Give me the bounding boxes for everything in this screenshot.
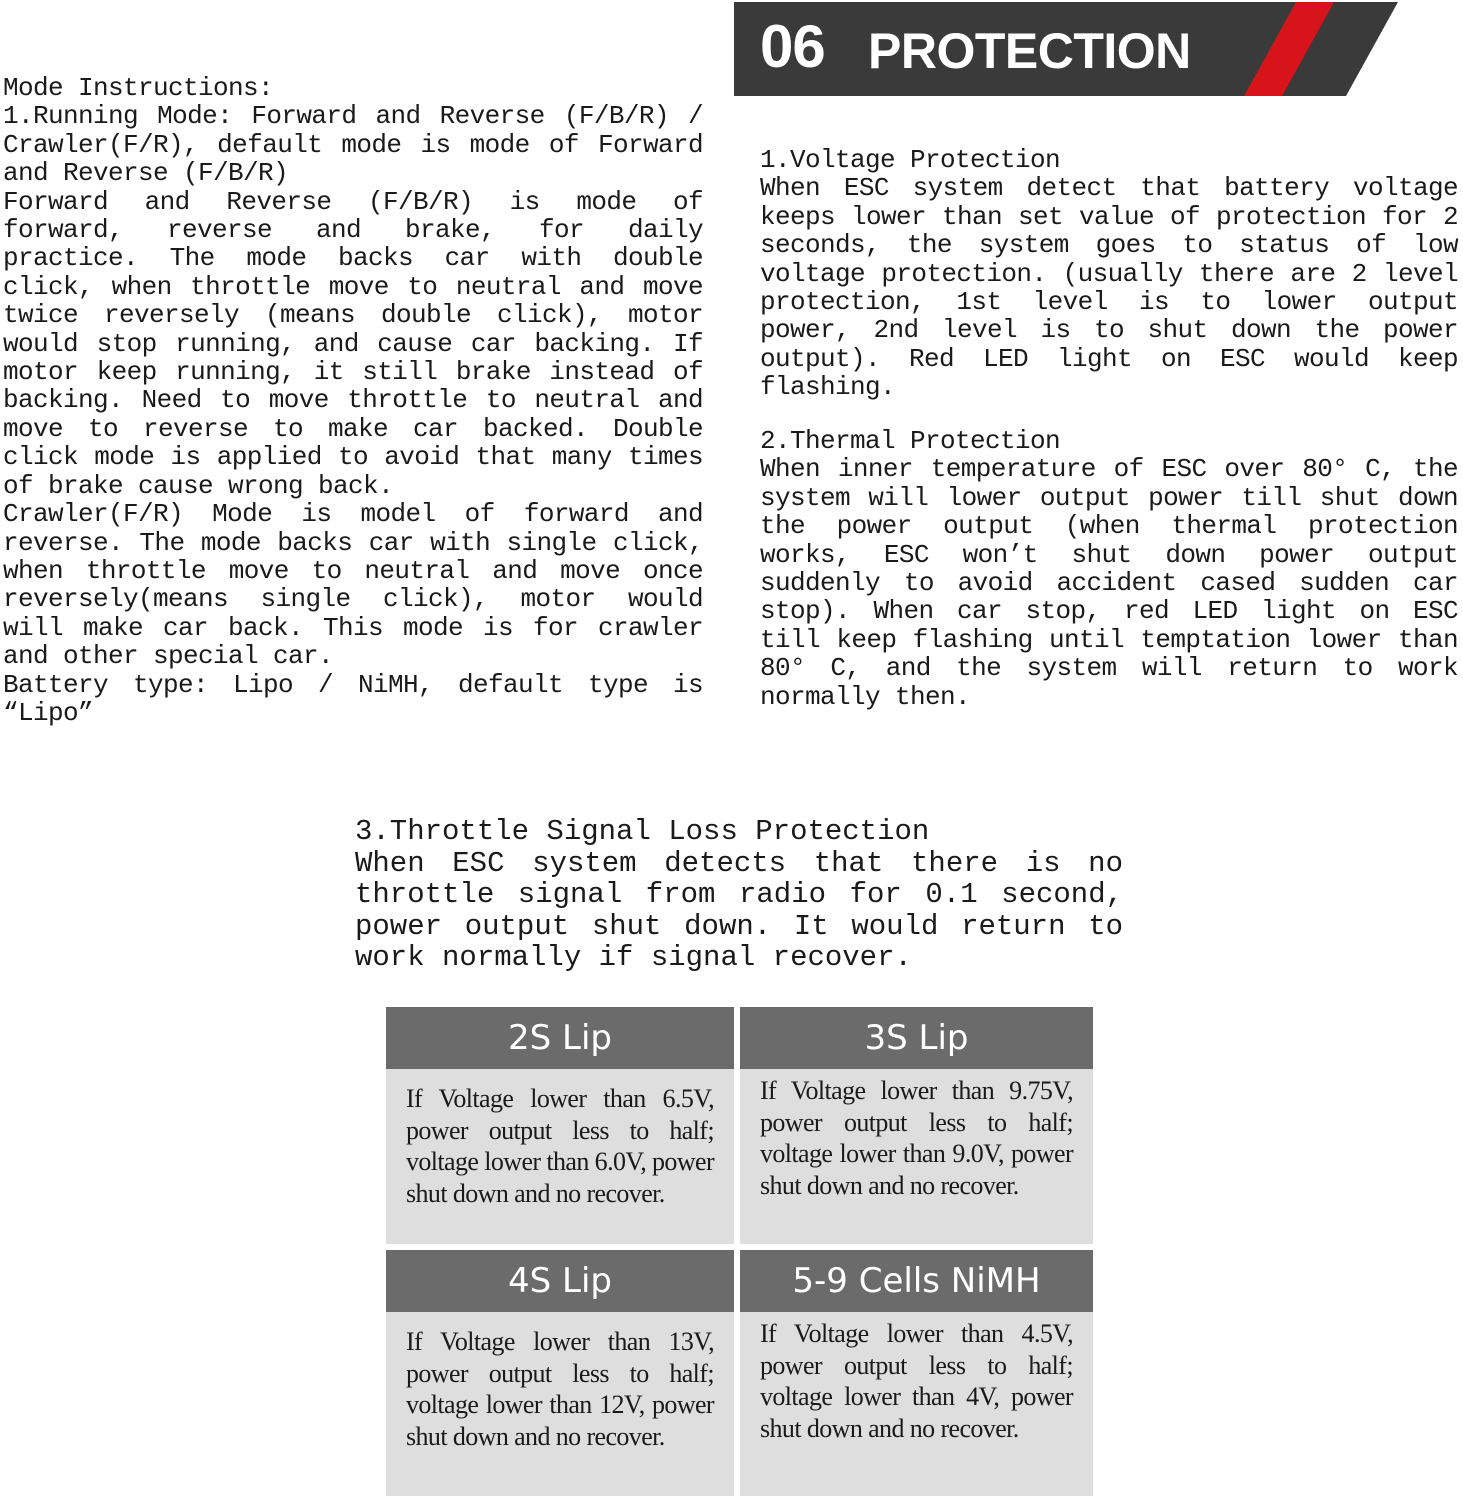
voltage-protection bbox=[760, 146, 1458, 402]
throttle-protection-title: 3.Throttle Signal Loss Protection bbox=[355, 815, 930, 848]
battery-cell-title: 4S Lip bbox=[386, 1250, 734, 1312]
battery-cell-title: 5-9 Cells NiMH bbox=[740, 1250, 1093, 1312]
battery-cell-title: 3S Lip bbox=[740, 1007, 1093, 1069]
section-number: 06 bbox=[760, 13, 825, 80]
battery-cell-3s bbox=[740, 1007, 1093, 1244]
mode-instructions-title: Mode Instructions: bbox=[3, 73, 274, 103]
battery-cell-text: If Voltage lower than 13V, power output less to half; voltage lower than 12V, power shut down and no recover. bbox=[386, 1312, 734, 1496]
section-header bbox=[734, 2, 1398, 96]
forward-reverse-text: Forward and Reverse (F/B/R) is mode of forward, reverse and brake, for daily practice. The mode backs car with double click, when throttle move to neutral and move twice reversely (means double click), motor would stop running, and cause car backing. If motor keep running, it still brake instead of backing. Need to move throttle to neutral and move to reverse to make car backed. Double click mode is applied to avoid that many times of brake cause wrong back. bbox=[3, 186, 703, 501]
throttle-protection bbox=[355, 816, 1123, 974]
battery-type-text: Battery type: Lipo / NiMH, default type is “Lipo” bbox=[3, 669, 703, 728]
mode-instructions bbox=[3, 74, 703, 727]
battery-cell-text: If Voltage lower than 4.5V, power output less to half; voltage lower than 4V, power shut down and no recover. bbox=[740, 1312, 1093, 1496]
thermal-protection bbox=[760, 427, 1458, 711]
battery-cell-4s bbox=[386, 1250, 734, 1496]
battery-protection-table bbox=[386, 1007, 1093, 1496]
voltage-protection-body: When ESC system detect that battery voltage keeps lower than set value of protection for 2 seconds, the system goes to status of low voltage protection. (usually there are 2 level protection, 1st level is to lower output power, 2nd level is to shut down the power output). Red LED light on ESC would keep flashing. bbox=[760, 173, 1458, 403]
battery-cell-text: If Voltage lower than 9.75V, power output less to half; voltage lower than 9.0V, power shut down and no recover. bbox=[740, 1069, 1093, 1244]
section-title: PROTECTION bbox=[868, 23, 1191, 79]
battery-cell-nimh bbox=[740, 1250, 1093, 1496]
thermal-protection-body: When inner temperature of ESC over 80° C, the system will lower output power till shut down the power output (when thermal protection works, ESC won’t shut down power output suddenly to avoid accident cased sudden car stop). When car stop, red LED light on ESC till keep flashing until temptation lower than 80° C, and the system will return to work normally then. bbox=[760, 454, 1458, 712]
throttle-protection-body: When ESC system detects that there is no throttle signal from radio for 0.1 second, power output shut down. It would return to work normally if signal recover. bbox=[355, 846, 1123, 974]
crawler-mode-text: Crawler(F/R) Mode is model of forward and reverse. The mode backs car with single click, when throttle move to neutral and move once reversely(means single click), motor would will make car back. This mode is for crawler and other special car. bbox=[3, 499, 703, 672]
battery-cell-2s bbox=[386, 1007, 734, 1244]
voltage-protection-title: 1.Voltage Protection bbox=[760, 145, 1061, 175]
running-mode-text: 1.Running Mode: Forward and Reverse (F/B/R) / Crawler(F/R), default mode is mode of Forward and Reverse (F/B/R) bbox=[3, 101, 703, 189]
battery-cell-title: 2S Lip bbox=[386, 1007, 734, 1069]
thermal-protection-title: 2.Thermal Protection bbox=[760, 426, 1061, 456]
battery-cell-text: If Voltage lower than 6.5V, power output less to half; voltage lower than 6.0V, power shut down and no recover. bbox=[386, 1069, 734, 1244]
